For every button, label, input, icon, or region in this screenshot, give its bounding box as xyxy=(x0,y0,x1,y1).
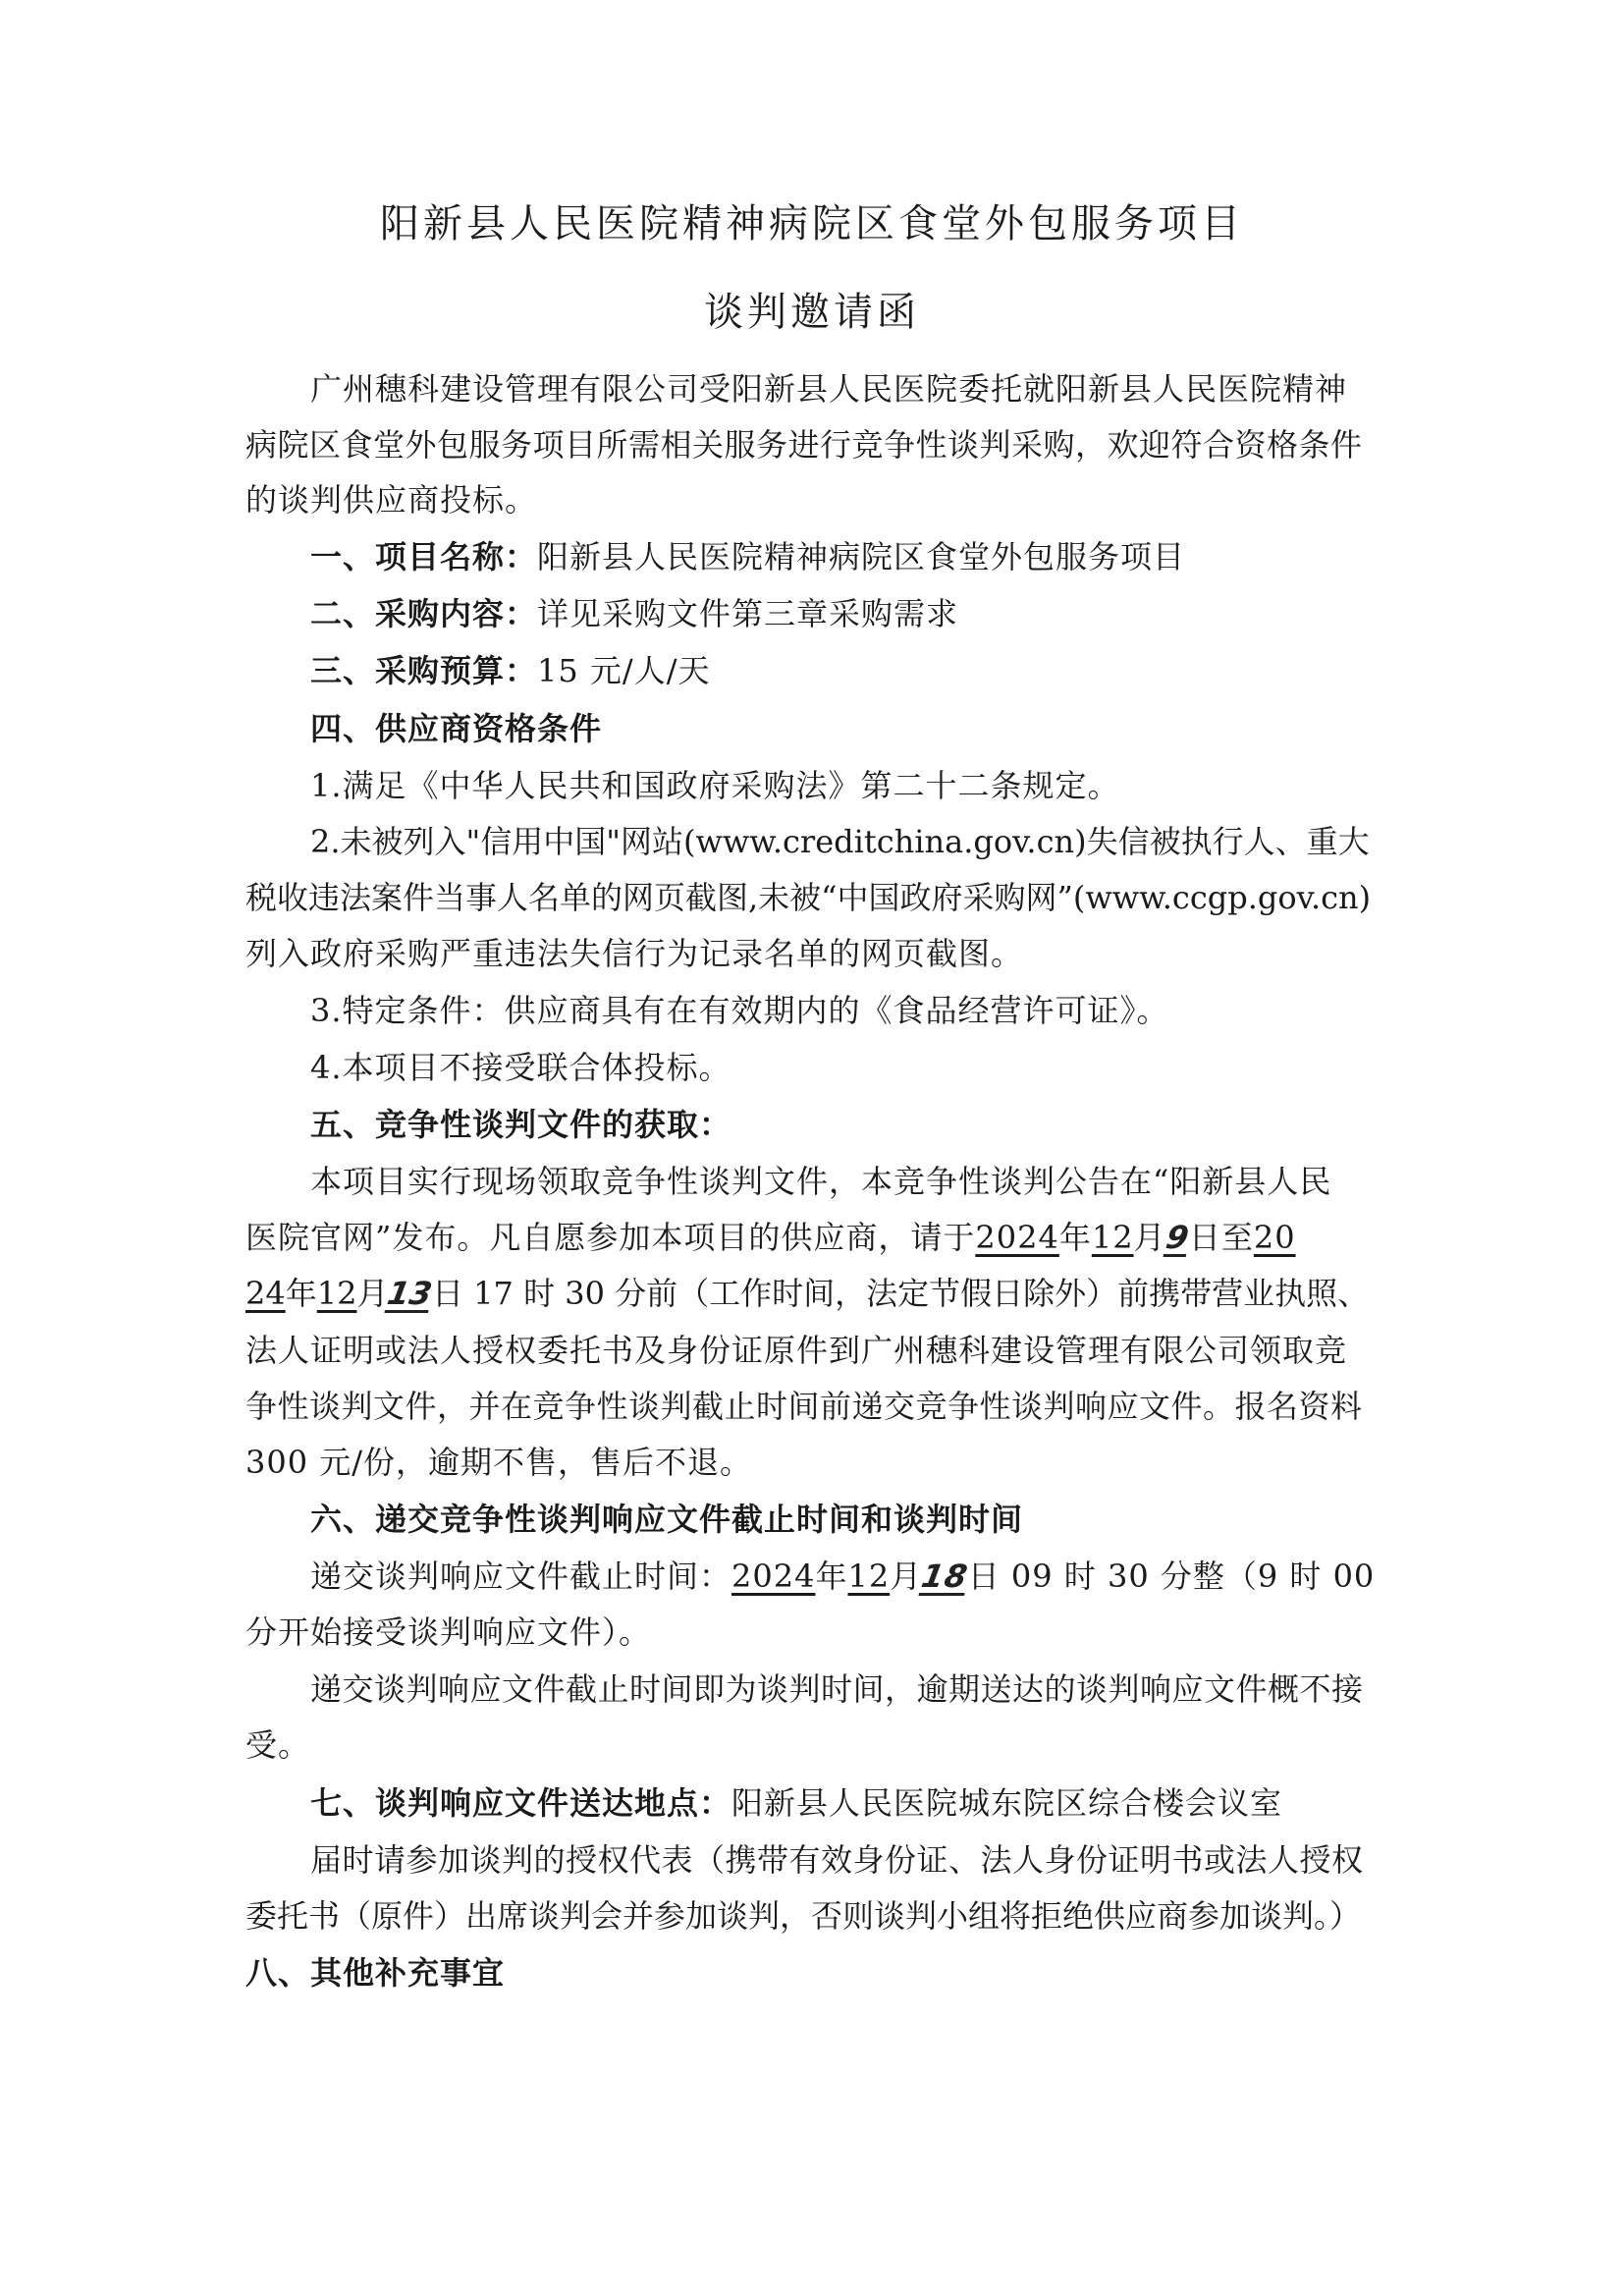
fill-month: 12 xyxy=(316,1275,357,1312)
fill-year-part: 24 xyxy=(245,1275,286,1312)
section-8-heading: 八、其他补充事宜 xyxy=(245,1954,506,1992)
fill-month: 12 xyxy=(1091,1219,1134,1256)
text-fragment: 月 xyxy=(1133,1219,1166,1256)
text-fragment: 医院官网”发布。凡自愿参加本项目的供应商，请于 xyxy=(245,1219,976,1256)
section-3 xyxy=(310,652,711,689)
condition-2-line-2: 税收违法案件当事人名单的网页截图,未被“中国政府采购网”(www.ccgp.gov.cn) xyxy=(245,879,1372,916)
intro-line-3: 的谈判供应商投标。 xyxy=(245,481,538,519)
condition-4: 4.本项目不接受联合体投标。 xyxy=(310,1049,731,1086)
text-fragment: 年 xyxy=(285,1275,317,1312)
section-2-value: 详见采购文件第三章采购需求 xyxy=(537,595,959,632)
condition-2-line-1: 2.未被列入"信用中国"网站(www.creditchina.gov.cn)失信被执行人、重大 xyxy=(310,823,1370,860)
text-fragment: 月 xyxy=(890,1558,923,1595)
document-title: 阳新县人民医院精神病院区食堂外包服务项目 xyxy=(380,201,1244,246)
section-6-line-3: 递交谈判响应文件截止时间即为谈判时间，逾期送达的谈判响应文件概不接 xyxy=(310,1670,1364,1708)
section-7-value: 阳新县人民医院城东院区综合楼会议室 xyxy=(731,1784,1283,1822)
section-1 xyxy=(310,538,1186,575)
section-5-line-4: 法人证明或法人授权委托书及身份证原件到广州穗科建设管理有限公司领取竞 xyxy=(245,1332,1348,1369)
section-5-heading: 五、竞争性谈判文件的获取： xyxy=(310,1106,732,1143)
fill-year: 2024 xyxy=(975,1219,1059,1256)
section-3-value: 15 元/人/天 xyxy=(537,652,711,689)
text-fragment: 递交谈判响应文件截止时间： xyxy=(310,1558,732,1595)
fill-year-part: 20 xyxy=(1253,1219,1296,1256)
section-6-heading: 六、递交竞争性谈判响应文件截止时间和谈判时间 xyxy=(310,1501,1024,1538)
text-fragment: 日至 xyxy=(1188,1219,1254,1256)
intro-line-1: 广州穗科建设管理有限公司受阳新县人民医院委托就阳新县人民医院精神 xyxy=(310,370,1348,408)
section-5-line-6: 300 元/份，逾期不售，售后不退。 xyxy=(245,1444,753,1481)
section-1-label: 一、项目名称： xyxy=(310,538,538,575)
section-5-line-1: 本项目实行现场领取竞争性谈判文件，本竞争性谈判公告在“阳新县人民 xyxy=(310,1163,1332,1200)
section-2 xyxy=(310,595,959,632)
section-7 xyxy=(310,1784,1283,1822)
text-fragment: 年 xyxy=(815,1558,848,1595)
document-subtitle: 谈判邀请函 xyxy=(704,290,920,335)
section-3-label: 三、采购预算： xyxy=(310,652,538,689)
text-fragment: 日 09 时 30 分整（9 时 00 xyxy=(967,1558,1376,1595)
section-5-line-5: 争性谈判文件，并在竞争性谈判截止时间前递交竞争性谈判响应文件。报名资料 xyxy=(245,1388,1363,1425)
section-7-label: 七、谈判响应文件送达地点： xyxy=(310,1784,732,1822)
handwritten-day: 9 xyxy=(1163,1219,1193,1256)
intro-line-2: 病院区食堂外包服务项目所需相关服务进行竞争性谈判采购，欢迎符合资格条件 xyxy=(245,426,1363,464)
handwritten-day: 18 xyxy=(918,1558,972,1595)
condition-2-line-3: 列入政府采购严重违法失信行为记录名单的网页截图。 xyxy=(245,935,1024,972)
condition-1: 1.满足《中华人民共和国政府采购法》第二十二条规定。 xyxy=(310,767,1120,804)
fill-month: 12 xyxy=(847,1558,891,1595)
section-6-line-4: 受。 xyxy=(245,1726,311,1764)
section-7-line-2: 届时请参加谈判的授权代表（携带有效身份证、法人身份证明书或法人授权 xyxy=(310,1841,1364,1879)
section-1-value: 阳新县人民医院精神病院区食堂外包服务项目 xyxy=(537,538,1186,575)
section-6-line-2: 分开始接受谈判响应文件）。 xyxy=(245,1613,652,1651)
section-6-line-1 xyxy=(310,1558,1376,1595)
section-4-heading: 四、供应商资格条件 xyxy=(310,710,603,747)
text-fragment: 年 xyxy=(1058,1219,1092,1256)
section-2-label: 二、采购内容： xyxy=(310,595,538,632)
handwritten-day: 13 xyxy=(385,1275,436,1312)
section-5-line-3 xyxy=(245,1275,1370,1312)
text-fragment: 月 xyxy=(356,1275,389,1312)
text-fragment: 日 17 时 30 分前（工作时间，法定节假日除外）前携带营业执照、 xyxy=(432,1275,1370,1312)
condition-3: 3.特定条件：供应商具有在有效期内的《食品经营许可证》。 xyxy=(310,992,1169,1029)
fill-year: 2024 xyxy=(731,1558,816,1595)
section-5-line-2 xyxy=(245,1219,1296,1256)
section-7-line-3: 委托书（原件）出席谈判会并参加谈判，否则谈判小组将拒绝供应商参加谈判。） xyxy=(245,1897,1362,1935)
